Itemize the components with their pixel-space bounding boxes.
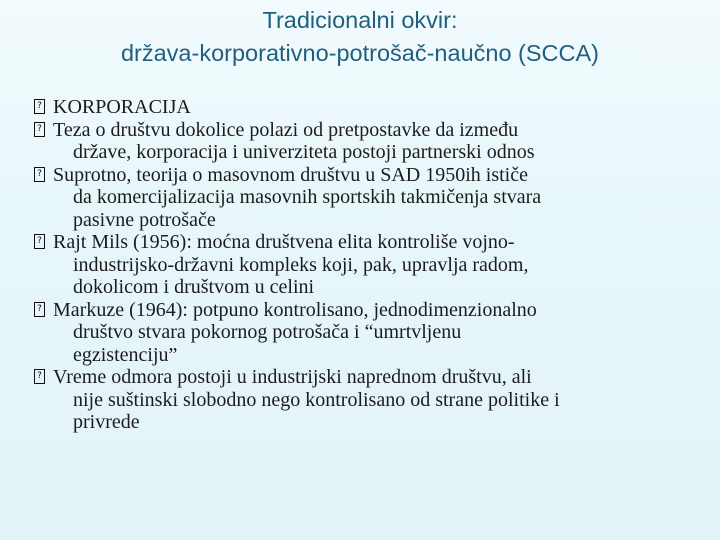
bullet-text — [53, 366, 694, 434]
missing-glyph-icon: ? — [34, 99, 45, 114]
bullet-item — [34, 119, 694, 164]
title-line-2: država-korporativno-potrošač-naučno (SCCA) — [120, 40, 600, 66]
bullet-list — [34, 96, 694, 434]
bullet-item — [34, 96, 694, 119]
bullet-line: države, korporacija i univerziteta postoji partnerski odnos — [73, 141, 535, 163]
bullet-line: industrijsko-državni kompleks koji, pak, upravlja radom, — [73, 253, 529, 276]
missing-glyph-icon: ? — [34, 234, 45, 249]
bullet-item — [34, 231, 694, 299]
title-line-1: Tradicionalni okvir: — [262, 7, 458, 33]
bullet-line: Vreme odmora postoji u industrijski naprednom društvu, ali — [53, 366, 532, 388]
missing-glyph-icon: ? — [34, 369, 45, 384]
bullet-text — [53, 96, 694, 119]
bullet-line: da komercijalizacija masovnih sportskih takmičenja stvara — [73, 186, 542, 208]
slide-title — [20, 4, 700, 70]
bullet-line: Rajt Mils (1956): moćna društvena elita kontroliše vojno- — [53, 231, 515, 253]
bullet-line: Suprotno, teorija o masovnom društvu u SAD 1950ih ističe — [53, 163, 528, 186]
bullet-item — [34, 366, 694, 434]
bullet-text — [53, 231, 694, 299]
bullet-line: Markuze (1964): potpuno kontrolisano, jednodimenzionalno — [53, 298, 537, 321]
bullet-line: egzistenciju” — [73, 343, 178, 366]
bullet-line: dokolicom i društvom u celini — [73, 276, 315, 298]
bullet-text — [53, 164, 694, 232]
missing-glyph-icon: ? — [34, 167, 45, 182]
bullet-line: privrede — [73, 411, 140, 433]
bullet-item — [34, 299, 694, 367]
bullet-line: KORPORACIJA — [53, 96, 191, 118]
bullet-line: pasivne potrošače — [73, 208, 216, 231]
bullet-item — [34, 164, 694, 232]
bullet-text — [53, 299, 694, 367]
bullet-line: nije suštinski slobodno nego kontrolisano od strane politike i — [73, 388, 560, 411]
missing-glyph-icon: ? — [34, 122, 45, 137]
bullet-line: Teza o društvu dokolice polazi od pretpostavke da između — [53, 118, 519, 141]
missing-glyph-icon: ? — [34, 302, 45, 317]
bullet-text — [53, 119, 694, 164]
bullet-line: društvo stvara pokornog potrošača i “umrtvljenu — [73, 321, 462, 343]
